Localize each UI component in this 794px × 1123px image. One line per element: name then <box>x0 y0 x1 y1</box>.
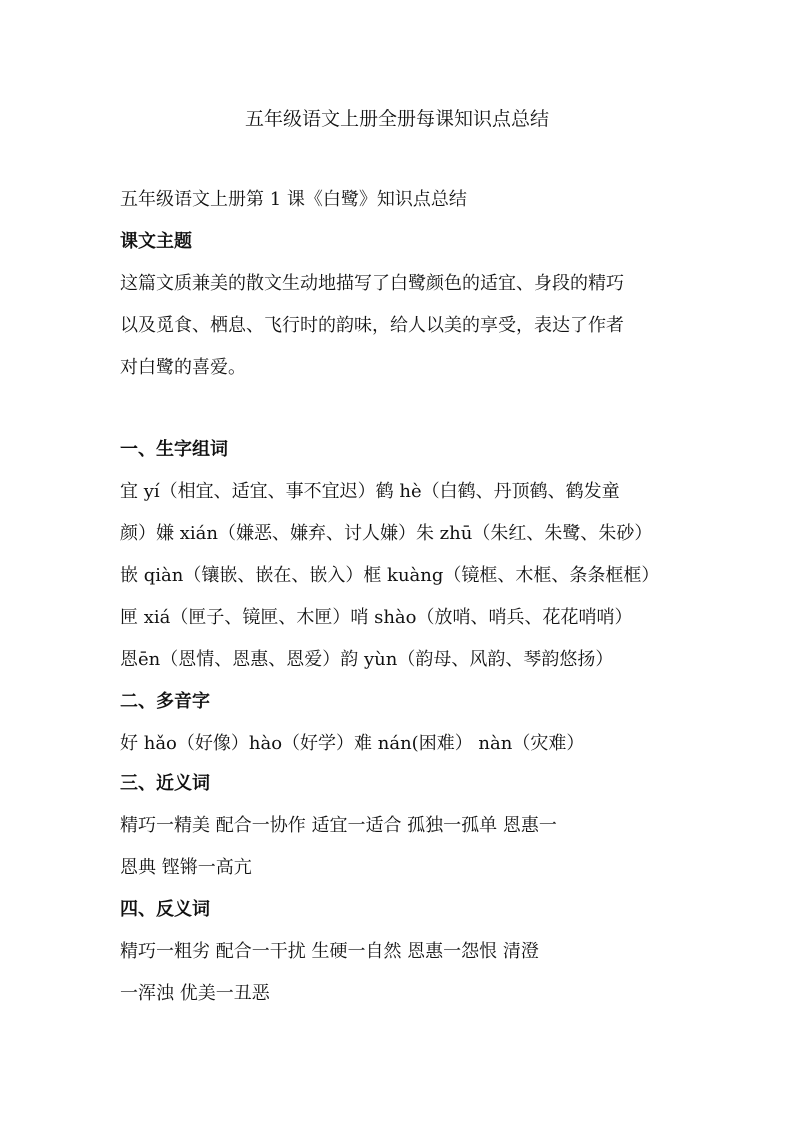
section-heading-synonyms: 三、近义词 <box>120 773 210 794</box>
synonym-line: 精巧一精美 配合一协作 适宜一适合 孤独一孤单 恩惠一 <box>120 815 557 836</box>
vocab-line: 匣 xiá（匣子、镜匣、木匣）哨 shào（放哨、哨兵、花花哨哨） <box>120 607 633 628</box>
antonym-line: 一浑浊 优美一丑恶 <box>120 983 270 1004</box>
section-heading-polyphones: 二、多音字 <box>120 691 210 712</box>
lesson-title: 五年级语文上册第 1 课《白鹭》知识点总结 <box>120 189 467 210</box>
theme-paragraph-line: 这篇文质兼美的散文生动地描写了白鹭颜色的适宜、身段的精巧 <box>120 273 624 294</box>
theme-heading: 课文主题 <box>120 231 192 252</box>
vocab-line: 颜）嫌 xián（嫌恶、嫌弃、讨人嫌）朱 zhū（朱红、朱鹭、朱砂） <box>120 523 653 544</box>
synonym-line: 恩典 铿锵一高亢 <box>120 857 252 878</box>
antonym-line: 精巧一粗劣 配合一干扰 生硬一自然 恩惠一怨恨 清澄 <box>120 941 539 962</box>
vocab-line: 恩ēn（恩情、恩惠、恩爱）韵 yùn（韵母、风韵、琴韵悠扬） <box>120 649 614 670</box>
theme-paragraph-line: 以及觅食、栖息、飞行时的韵味，给人以美的享受，表达了作者 <box>120 315 624 336</box>
vocab-line: 嵌 qiàn（镶嵌、嵌在、嵌入）框 kuàng（镜框、木框、条条框框） <box>120 565 660 586</box>
vocab-line: 宜 yí（相宜、适宜、事不宜迟）鹤 hè（白鹤、丹顶鹤、鹤发童 <box>120 481 620 502</box>
document-title: 五年级语文上册全册每课知识点总结 <box>244 108 549 130</box>
polyphone-line: 好 hǎo（好像）hào（好学）难 nán(困难） nàn（灾难） <box>120 733 585 754</box>
section-heading-antonyms: 四、反义词 <box>120 899 210 920</box>
theme-paragraph-line: 对白鹭的喜爱。 <box>120 357 246 378</box>
section-heading-new-characters: 一、生字组词 <box>120 439 228 460</box>
